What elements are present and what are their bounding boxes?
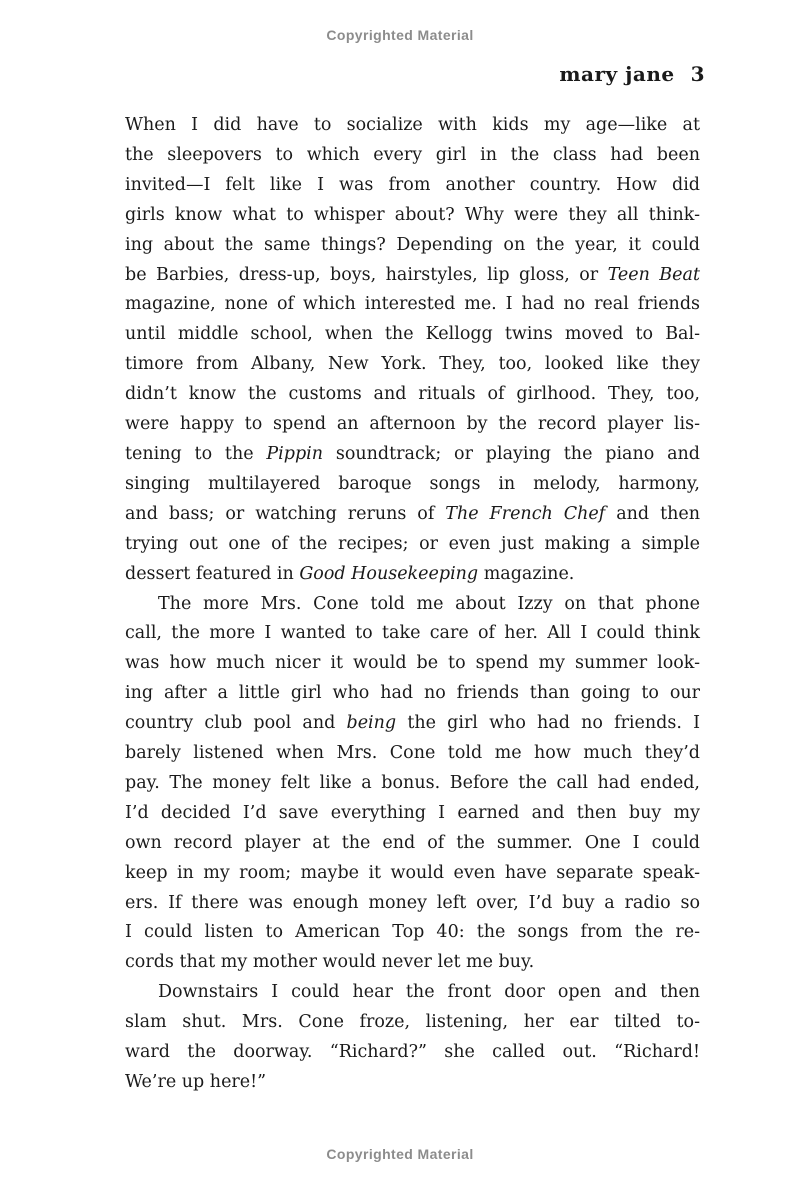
body-text: Downstairs I could hear the front door open and then (158, 982, 700, 1003)
text-line (125, 829, 700, 859)
text-line (125, 410, 700, 440)
body-text: cords that my mother would never let me buy. (125, 952, 535, 973)
text-line (125, 619, 700, 649)
body-text: be Barbies, dress-up, boys, hairstyles, lip gloss, or (125, 264, 608, 285)
copyright-notice-bottom: Copyrighted Material (326, 1146, 474, 1162)
body-text: barely listened when Mrs. Cone told me how much they’d (125, 743, 700, 764)
text-line (125, 500, 700, 530)
text-line (125, 1038, 700, 1068)
text-line (125, 290, 700, 320)
paragraph (125, 111, 700, 590)
text-line (125, 918, 700, 948)
body-text: ers. If there was enough money left over, I’d buy a radio so (125, 892, 700, 913)
text-line (125, 859, 700, 889)
body-text: timore from Albany, New York. They, too, looked like they (125, 354, 700, 375)
body-text: girls know what to whisper about? Why were they all think- (125, 204, 700, 225)
body-text: didn’t know the customs and rituals of girlhood. They, too, (125, 384, 700, 405)
body-text: When I did have to socialize with kids my age—like at (125, 115, 700, 135)
italic-text: Pippin (266, 443, 324, 464)
text-line (125, 380, 700, 410)
body-text: pay. The money felt like a bonus. Before the call had ended, (125, 772, 700, 793)
body-text: ing after a little girl who had no friends than going to our (125, 683, 700, 704)
text-line (125, 261, 700, 291)
text-line (125, 111, 700, 141)
text-line (125, 171, 700, 201)
italic-text: Teen Beat (607, 264, 700, 285)
running-header (125, 62, 705, 86)
body-text: magazine. (478, 563, 575, 584)
body-text: soundtrack; or playing the piano and (323, 443, 700, 464)
body-text: singing multilayered baroque songs in melody, harmony, (125, 473, 700, 494)
text-line (125, 769, 700, 799)
body-text: was how much nicer it would be to spend my summer look- (125, 653, 700, 674)
body-text: We’re up here!” (125, 1072, 267, 1092)
body-text: country club pool and (125, 713, 347, 734)
body-text: invited—I felt like I was from another country. How did (125, 174, 700, 195)
body-text: were happy to spend an afternoon by the record player lis- (125, 414, 700, 435)
text-line (125, 709, 700, 739)
italic-text: being (346, 713, 397, 734)
body-text: call, the more I wanted to take care of her. All I could think (125, 623, 700, 644)
body-text: ing about the same things? Depending on the year, it could (125, 234, 700, 255)
body-text: The more Mrs. Cone told me about Izzy on that phone (158, 593, 700, 614)
body-text: ward the doorway. “Richard?” she called out. “Richard! (125, 1042, 700, 1063)
text-line (125, 590, 700, 620)
body-text: trying out one of the recipes; or even just making a simple (125, 533, 700, 554)
text-line (125, 1068, 700, 1098)
text-line (125, 799, 700, 829)
body-text: I could listen to American Top 40: the songs from the re- (125, 922, 700, 943)
body-text: tening to the (125, 443, 267, 464)
text-line (125, 470, 700, 500)
page-body (125, 111, 700, 1098)
body-text: until middle school, when the Kellogg twins moved to Bal- (125, 324, 700, 345)
text-line (125, 530, 700, 560)
italic-text: The French Chef (445, 503, 606, 524)
body-text: own record player at the end of the summer. One I could (125, 832, 700, 853)
text-line (125, 948, 700, 978)
text-line (125, 649, 700, 679)
running-header-title: mary jane (559, 62, 675, 86)
page-number: 3 (690, 62, 705, 86)
italic-text: Good Housekeeping (299, 563, 479, 584)
paragraph (125, 590, 700, 979)
paragraph (125, 978, 700, 1098)
text-line (125, 320, 700, 350)
text-line (125, 978, 700, 1008)
body-text: and bass; or watching reruns of (125, 503, 446, 524)
text-line (125, 739, 700, 769)
text-line (125, 1008, 700, 1038)
body-text: the sleepovers to which every girl in the class had been (125, 144, 700, 165)
body-text: the girl who had no friends. I (396, 713, 700, 734)
text-line (125, 560, 700, 590)
text-line (125, 201, 700, 231)
body-text: slam shut. Mrs. Cone froze, listening, her ear tilted to- (125, 1012, 700, 1033)
body-text: dessert featured in (125, 563, 300, 584)
body-text: magazine, none of which interested me. I had no real friends (125, 294, 700, 315)
text-line (125, 440, 700, 470)
body-text: keep in my room; maybe it would even have separate speak- (125, 862, 700, 883)
body-text: I’d decided I’d save everything I earned and then buy my (125, 802, 700, 823)
body-text: and then (605, 503, 700, 524)
text-line (125, 889, 700, 919)
text-line (125, 231, 700, 261)
text-line (125, 141, 700, 171)
text-line (125, 350, 700, 380)
copyright-notice-top: Copyrighted Material (326, 27, 474, 43)
text-line (125, 679, 700, 709)
